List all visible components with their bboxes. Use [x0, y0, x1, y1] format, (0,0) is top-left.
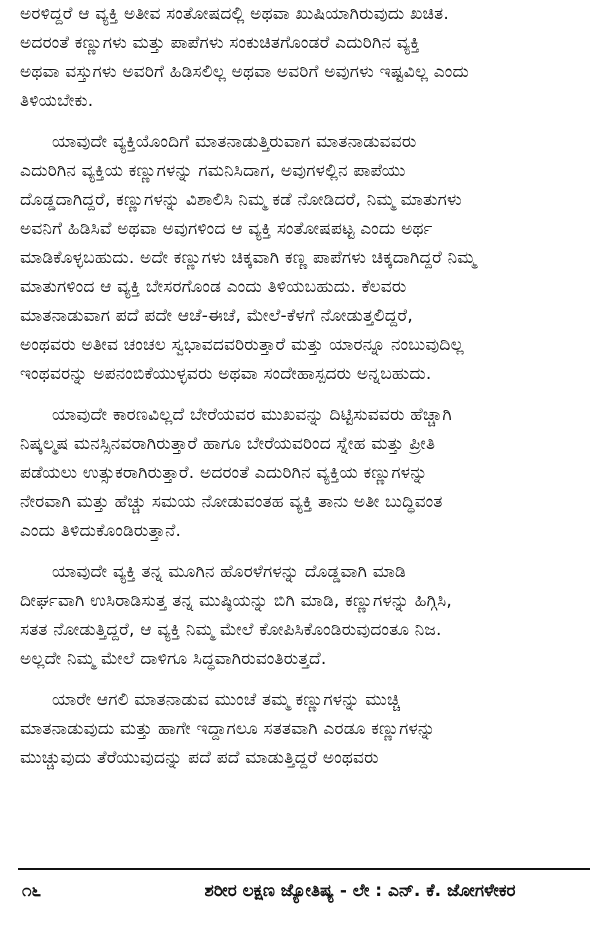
- paragraph-2: [20, 128, 590, 389]
- page-number: ೧೬: [22, 881, 42, 901]
- text-line: ಅಂಥವರು ಅತೀವ ಚಂಚಲ ಸ್ವಭಾವದವರಿರುತ್ತಾರೆ ಮತ್ತು ಯಾರನ್ನೂ ನಂಬುವುದಿಲ್ಲ: [20, 335, 464, 355]
- paragraph-spacer: [20, 546, 590, 558]
- text-line: ಮಾಡಿಕೊಳ್ಳಬಹುದು. ಅದೇ ಕಣ್ಣುಗಳು ಚಿಕ್ಕವಾಗಿ ಕಣ್ಣ ಪಾಪೆಗಳು ಚಿಕ್ಕದಾಗಿದ್ದರೆ ನಿಮ್ಮ: [20, 248, 476, 268]
- paragraph-4: [20, 558, 590, 674]
- text-line: ನೇರವಾಗಿ ಮತ್ತು ಹೆಚ್ಚು ಸಮಯ ನೋಡುವಂತಹ ವ್ಯಕ್ತಿ ತಾನು ಅತೀ ಬುದ್ಧಿವಂತ: [20, 492, 443, 512]
- text-line: ಅಲ್ಲದೇ ನಿಮ್ಮ ಮೇಲೆ ದಾಳಿಗೂ ಸಿದ್ಧವಾಗಿರುವಂತಿರುತ್ತದೆ.: [20, 649, 327, 669]
- paragraph-spacer: [20, 116, 590, 128]
- text-line: ಸತತ ನೋಡುತ್ತಿದ್ದರೆ, ಆ ವ್ಯಕ್ತಿ ನಿಮ್ಮ ಮೇಲೆ ಕೋಪಿಸಿಕೊಂಡಿರುವುದಂತೂ ನಿಜ.: [20, 620, 442, 640]
- paragraph-3: [20, 401, 590, 546]
- paragraph-spacer: [20, 674, 590, 686]
- running-title: ಶರೀರ ಲಕ್ಷಣ ಜ್ಯೋತಿಷ್ಯ - ಲೇ : ಎನ್. ಕೆ. ಜೋಗಳೇಕರ: [204, 881, 516, 901]
- text-line: ಅದರಂತೆ ಕಣ್ಣುಗಳು ಮತ್ತು ಪಾಪೆಗಳು ಸಂಕುಚಿತಗೊಂಡರೆ ಎದುರಿಗಿನ ವ್ಯಕ್ತಿ: [20, 33, 420, 53]
- text-line: ನಿಷ್ಕಲ್ಮಷ ಮನಸ್ಸಿನವರಾಗಿರುತ್ತಾರೆ ಹಾಗೂ ಬೇರೆಯವರಿಂದ ಸ್ನೇಹ ಮತ್ತು ಪ್ರೀತಿ: [20, 434, 436, 454]
- paragraph-spacer: [20, 389, 590, 401]
- text-line: ಎದುರಿಗಿನ ವ್ಯಕ್ತಿಯ ಕಣ್ಣುಗಳನ್ನು ಗಮನಿಸಿದಾಗ, ಅವುಗಳಲ್ಲಿನ ಪಾಪೆಯು: [20, 161, 406, 181]
- paragraph-1: [20, 0, 590, 116]
- text-line: ಎಂದು ತಿಳಿದುಕೊಂಡಿರುತ್ತಾನೆ.: [20, 521, 182, 541]
- text-line: ಯಾರೇ ಆಗಲಿ ಮಾತನಾಡುವ ಮುಂಚೆ ತಮ್ಮ ಕಣ್ಣುಗಳನ್ನು ಮುಚ್ಚಿ: [52, 690, 401, 710]
- text-line: ಮುಚ್ಚುವುದು ತೆರೆಯುವುದನ್ನು ಪದೆ ಪದೆ ಮಾಡುತ್ತಿದ್ದರೆ ಅಂಥವರು: [20, 748, 379, 768]
- page-footer: [22, 875, 588, 907]
- text-line: ಯಾವುದೇ ವ್ಯಕ್ತಿಯೊಂದಿಗೆ ಮಾತನಾಡುತ್ತಿರುವಾಗ ಮಾತನಾಡುವವರು: [52, 132, 417, 152]
- text-line: ಯಾವುದೇ ವ್ಯಕ್ತಿ ತನ್ನ ಮೂಗಿನ ಹೊರಳೆಗಳನ್ನು ದೊಡ್ಡವಾಗಿ ಮಾಡಿ: [52, 562, 406, 582]
- text-line: ತಿಳಿಯಬೇಕು.: [20, 91, 94, 111]
- text-line: ದೀರ್ಘವಾಗಿ ಉಸಿರಾಡಿಸುತ್ತ ತನ್ನ ಮುಷ್ಠಿಯನ್ನು ಬಿಗಿ ಮಾಡಿ, ಕಣ್ಣುಗಳನ್ನು ಹಿಗ್ಗಿಸಿ,: [20, 591, 452, 611]
- footer-rule: [18, 868, 590, 870]
- text-line: ಪಡೆಯಲು ಉತ್ಸುಕರಾಗಿರುತ್ತಾರೆ. ಅದರಂತೆ ಎದುರಿಗಿನ ವ್ಯಕ್ತಿಯ ಕಣ್ಣುಗಳನ್ನು: [20, 463, 428, 483]
- text-line: ದೊಡ್ಡದಾಗಿದ್ದರೆ, ಕಣ್ಣುಗಳನ್ನು ವಿಶಾಲಿಸಿ ನಿಮ್ಮ ಕಡೆ ನೋಡಿದರೆ, ನಿಮ್ಮ ಮಾತುಗಳು: [20, 190, 462, 210]
- text-line: ಅಥವಾ ವಸ್ತುಗಳು ಅವರಿಗೆ ಹಿಡಿಸಲಿಲ್ಲ ಅಥವಾ ಅವರಿಗೆ ಅವುಗಳು ಇಷ್ಟವಿಲ್ಲ ಎಂದು: [20, 62, 470, 82]
- text-line: ಇಂಥವರನ್ನು ಅಪನಂಬಿಕೆಯುಳ್ಳವರು ಅಥವಾ ಸಂದೇಹಾಸ್ಪದರು ಅನ್ನಬಹುದು.: [20, 364, 432, 384]
- paragraph-5: [20, 686, 590, 773]
- text-line: ಮಾತನಾಡುವಾಗ ಪದೆ ಪದೇ ಆಚೆ-ಈಚೆ, ಮೇಲೆ-ಕೆಳಗೆ ನೋಡುತ್ತಲಿದ್ದರೆ,: [20, 306, 413, 326]
- text-line: ಅರಳಿದ್ದರೆ ಆ ವ್ಯಕ್ತಿ ಅತೀವ ಸಂತೋಷದಲ್ಲಿ ಅಥವಾ ಖುಷಿಯಾಗಿರುವುದು ಖಚಿತ.: [20, 4, 449, 24]
- text-line: ಯಾವುದೇ ಕಾರಣವಿಲ್ಲದೆ ಬೇರೆಯವರ ಮುಖವನ್ನು ದಿಟ್ಟಿಸುವವರು ಹೆಚ್ಚಾಗಿ: [52, 405, 452, 425]
- text-line: ಅವನಿಗೆ ಹಿಡಿಸಿವೆ ಅಥವಾ ಅವುಗಳಿಂದ ಆ ವ್ಯಕ್ತಿ ಸಂತೋಷಪಟ್ಟ ಎಂದು ಅರ್ಥ: [20, 219, 433, 239]
- text-line: ಮಾತನಾಡುವುದು ಮತ್ತು ಹಾಗೇ ಇದ್ದಾಗಲೂ ಸತತವಾಗಿ ಎರಡೂ ಕಣ್ಣುಗಳನ್ನು: [20, 719, 436, 739]
- text-line: ಮಾತುಗಳಿಂದ ಆ ವ್ಯಕ್ತಿ ಬೇಸರಗೊಂಡ ಎಂದು ತಿಳಿಯಬಹುದು. ಕೆಲವರು: [20, 277, 407, 297]
